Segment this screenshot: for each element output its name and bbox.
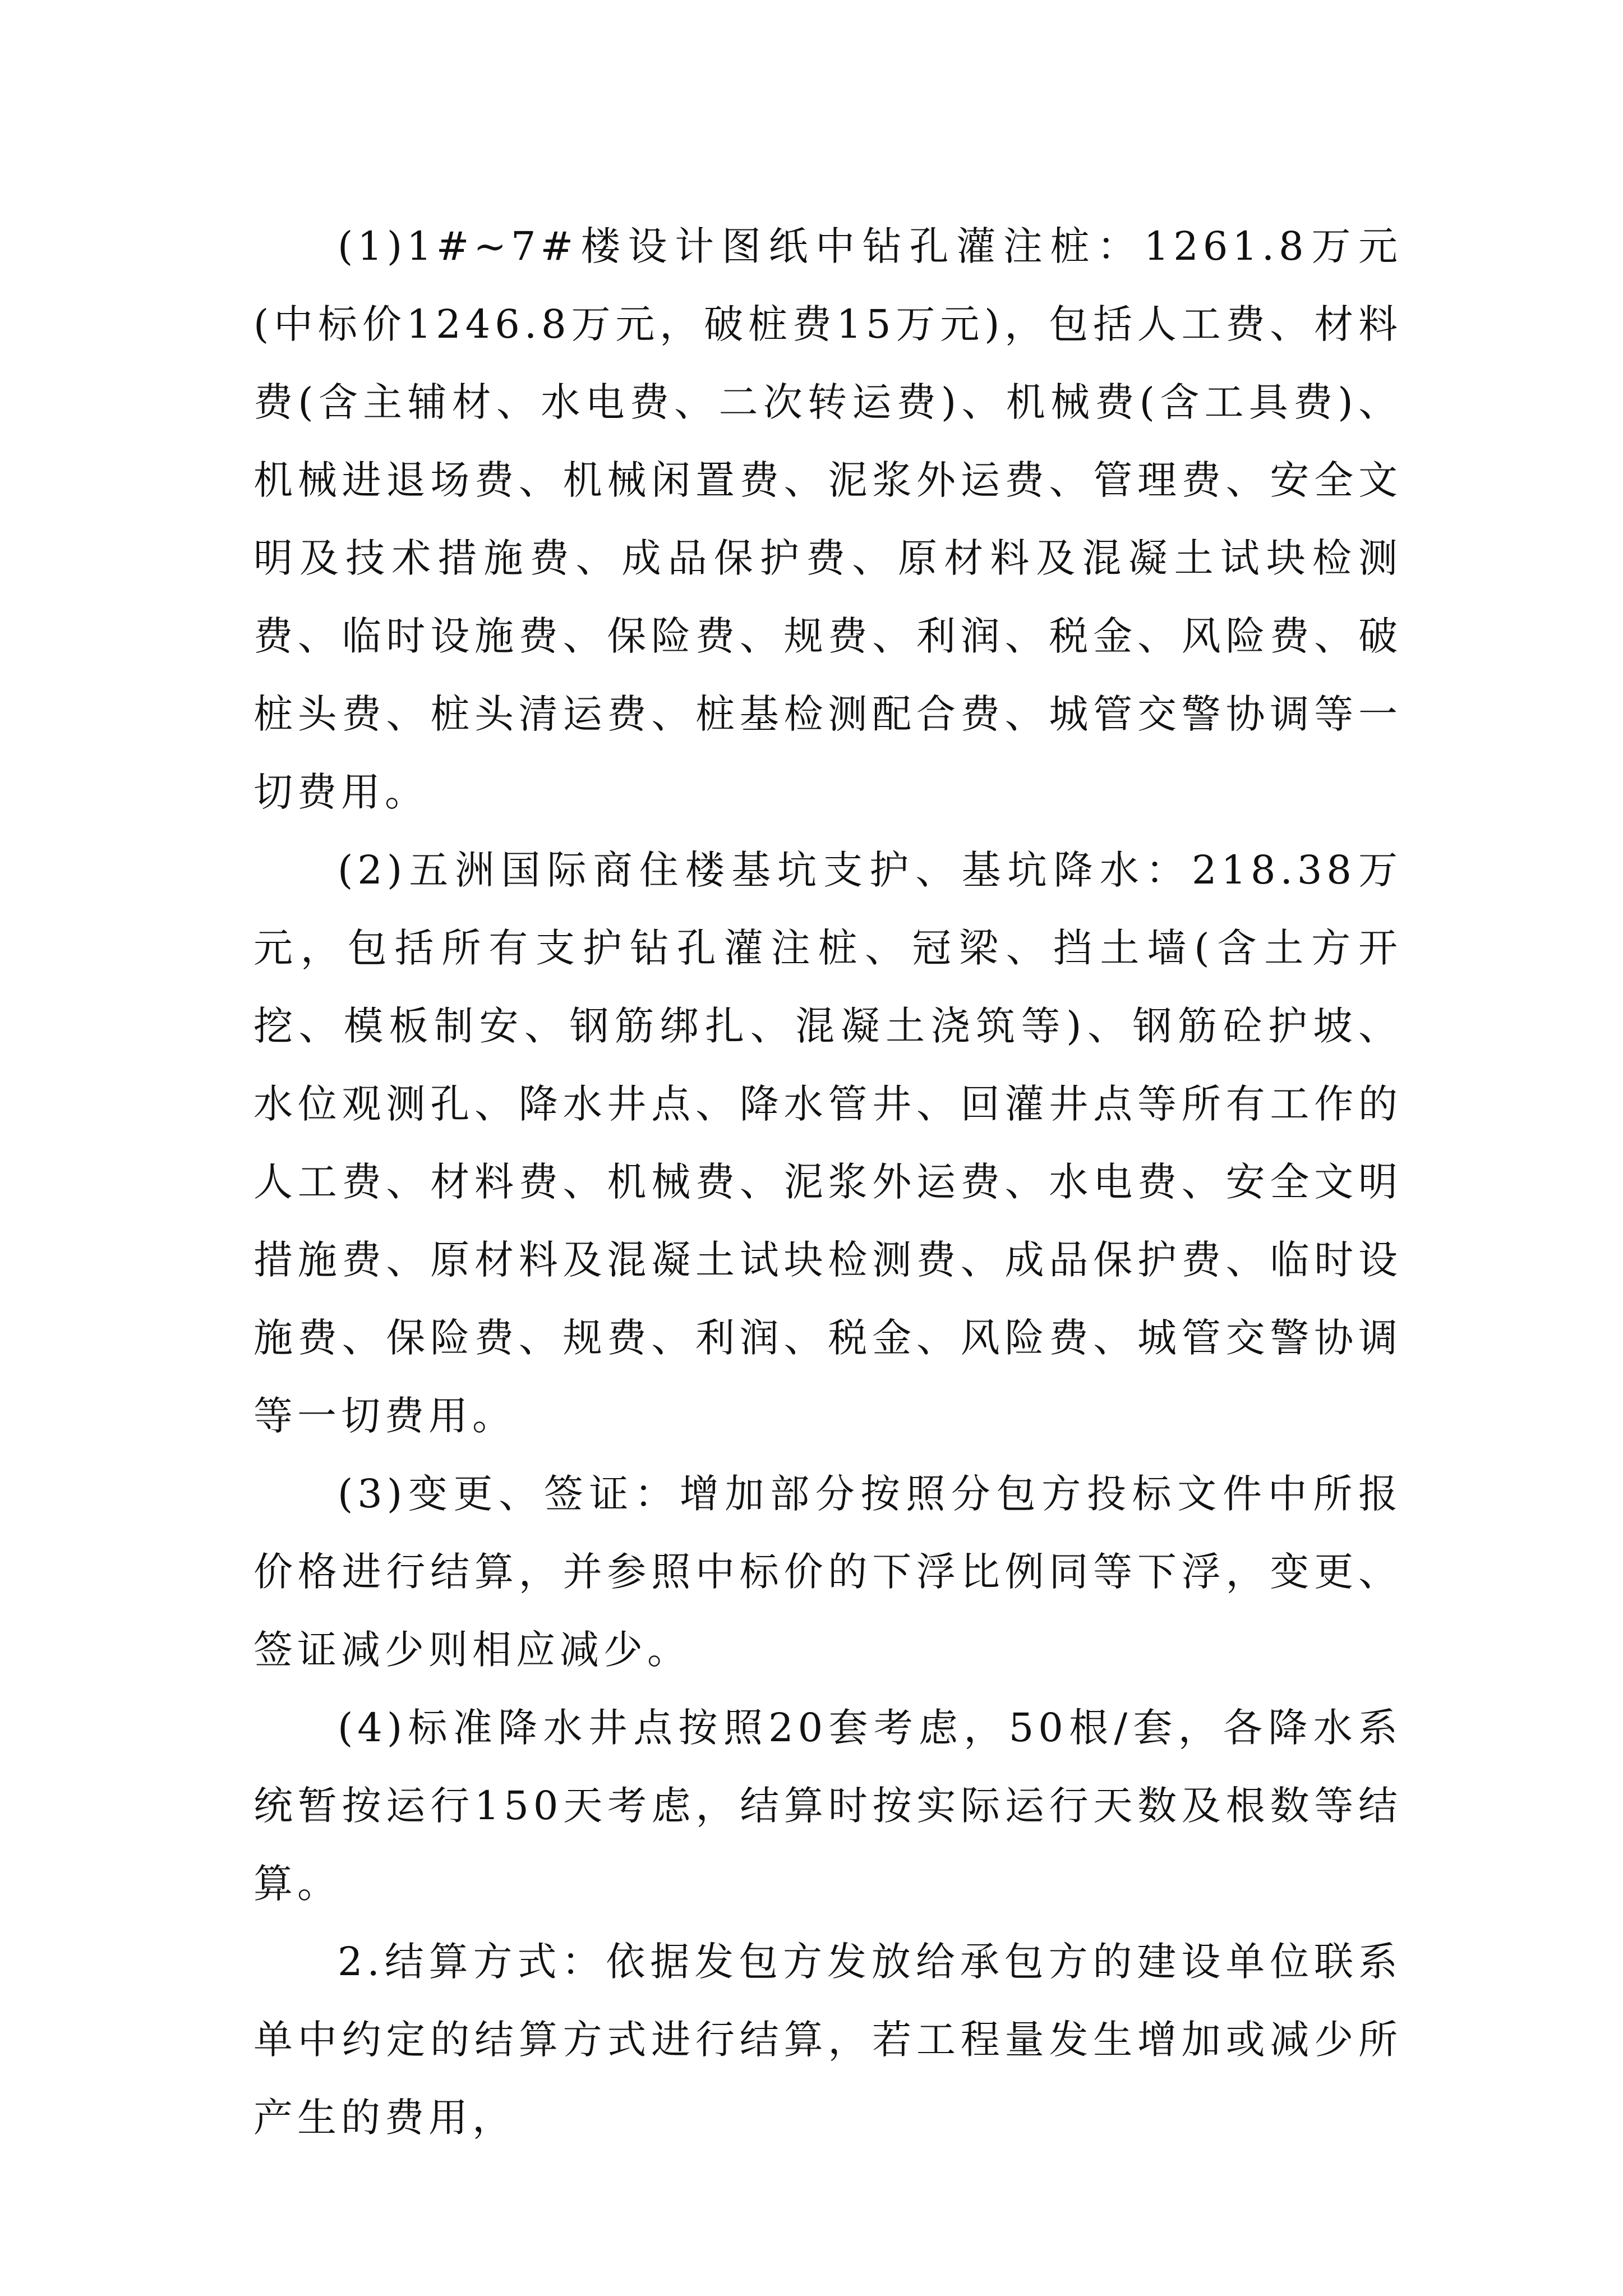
paragraph-dewatering: (4)标准降水井点按照20套考虑，50根/套，各降水系统暂按运行150天考虑，结算时按实际运行天数及根数等结算。 — [253, 1705, 1402, 1907]
paragraph-settlement-method: 2.结算方式：依据发包方发放给承包方的建设单位联系单中约定的结算方式进行结算，若工程量发生增加或减少所产生的费用， — [253, 1939, 1402, 2141]
document-body — [253, 208, 1402, 2157]
paragraph-changes: (3)变更、签证：增加部分按照分包方投标文件中所报价格进行结算，并参照中标价的下浮比例同等下浮，变更、签证减少则相应减少。 — [253, 1471, 1402, 1673]
paragraph-pile-cost: (1)1#~7#楼设计图纸中钻孔灌注桩：1261.8万元(中标价1246.8万元，破桩费15万元)，包括人工费、材料费(含主辅材、水电费、二次转运费)、机械费(含工具费)、机械进退场费、机械闲置费、泥浆外运费、管理费、安全文明及技术措施费、成品保护费、原材料及混凝土试块检测费、临时设施费、保险费、规费、利润、税金、风险费、破桩头费、桩头清运费、桩基检测配合费、城管交警协调等一切费用。 — [253, 223, 1402, 815]
paragraph-foundation-pit: (2)五洲国际商住楼基坑支护、基坑降水：218.38万元，包括所有支护钻孔灌注桩、冠梁、挡土墙(含土方开挖、模板制安、钢筋绑扎、混凝土浇筑等)、钢筋砼护坡、水位观测孔、降水井点、降水管井、回灌井点等所有工作的人工费、材料费、机械费、泥浆外运费、水电费、安全文明措施费、原材料及混凝土试块检测费、成品保护费、临时设施费、保险费、规费、利润、税金、风险费、城管交警协调等一切费用。 — [253, 847, 1402, 1439]
